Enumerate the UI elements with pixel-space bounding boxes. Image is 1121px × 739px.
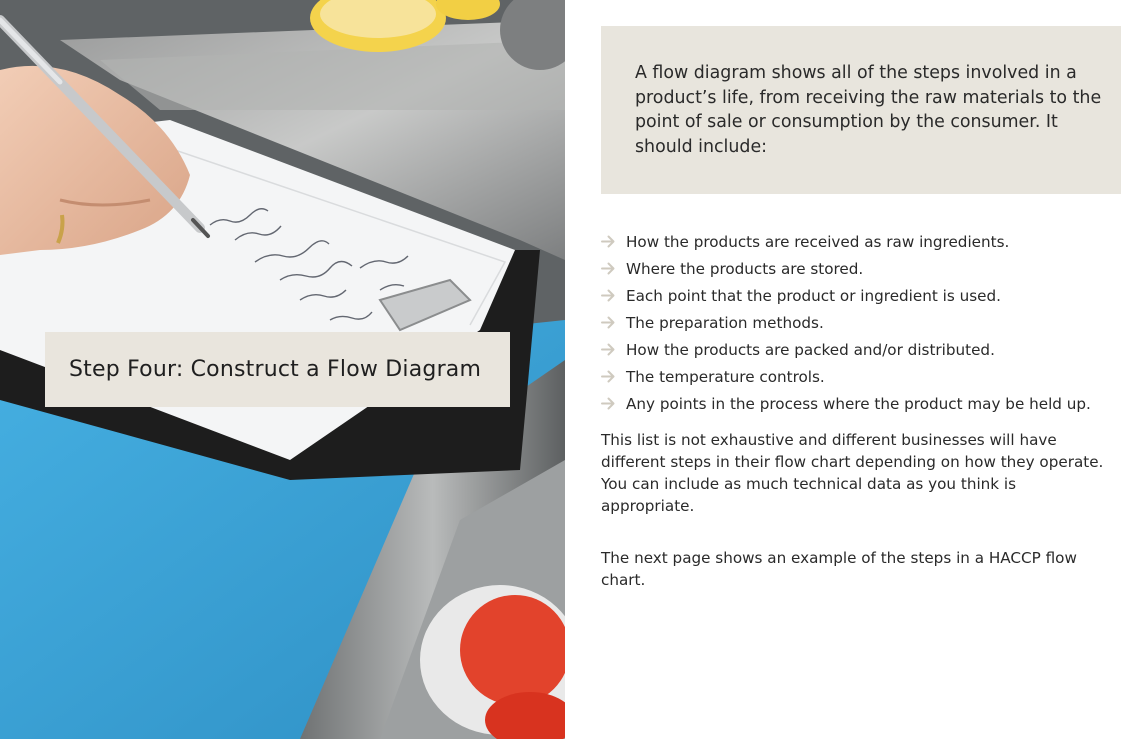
arrow-right-icon [601,342,616,357]
list-item [601,309,1116,336]
list-item-text: Where the products are stored. [626,259,864,278]
body-paragraph-1: This list is not exhaustive and different businesses will have different steps in their flow chart depending on how they operate. You can include as much technical data as you think is appropriate. [601,431,1104,515]
arrow-right-icon [601,396,616,411]
arrow-right-icon [601,288,616,303]
list-item-text: Any points in the process where the product may be held up. [626,394,1091,413]
list-item-text: Each point that the product or ingredient is used. [626,286,1001,305]
list-item-text: How the products are packed and/or distributed. [626,340,995,359]
list-item [601,390,1116,417]
body-paragraph-2: The next page shows an example of the steps in a HACCP flow chart. [601,549,1077,589]
list-item [601,336,1116,363]
arrow-right-icon [601,315,616,330]
arrow-right-icon [601,261,616,276]
arrow-right-icon [601,234,616,249]
intro-text: A flow diagram shows all of the steps involved in a product’s life, from receiving the raw materials to the point of sale or consumption by the consumer. It should include: [635,63,1102,157]
page-title: Step Four: Construct a Flow Diagram [69,357,482,382]
list-item [601,282,1116,309]
list-item-text: The preparation methods. [626,313,824,332]
list-item-text: The temperature controls. [626,367,825,386]
list-item [601,363,1116,390]
arrow-right-icon [601,369,616,384]
list-item-text: How the products are received as raw ingredients. [626,232,1010,251]
steps-list [601,228,1116,417]
title-card [45,332,510,407]
intro-box [601,26,1121,194]
list-item [601,255,1116,282]
list-item [601,228,1116,255]
